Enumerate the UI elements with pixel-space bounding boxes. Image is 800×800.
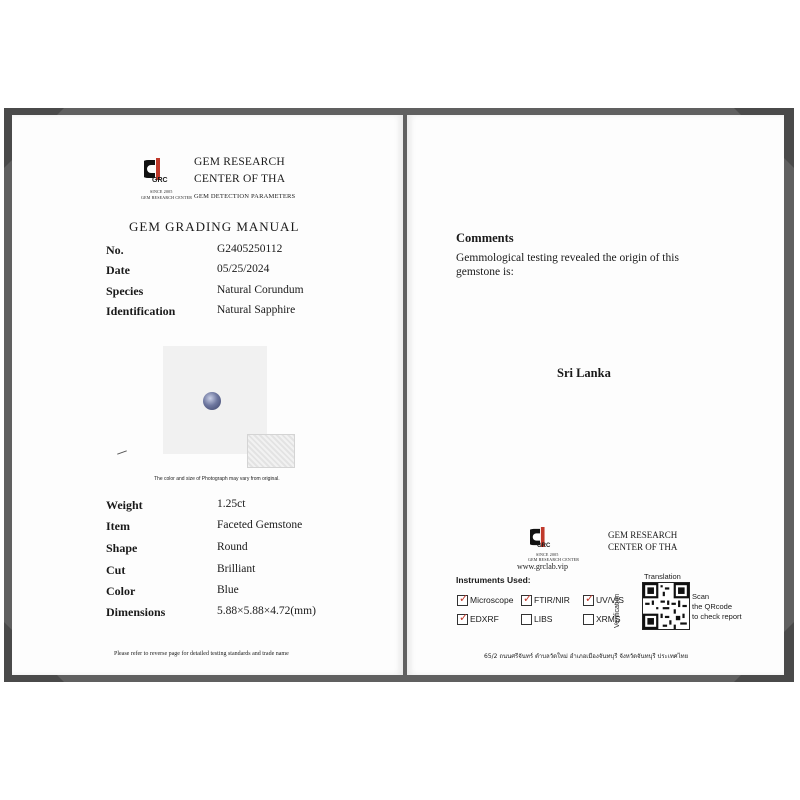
lab-name-line2: CENTER OF THA (608, 542, 678, 552)
origin-result: Sri Lanka (557, 366, 611, 380)
website-link[interactable]: www.grclab.vip (517, 562, 569, 571)
instrument-edxrf: EDXRF (470, 614, 499, 624)
field-value-shape: Round (217, 541, 248, 553)
field-value-no: G2405250112 (217, 243, 283, 255)
field-label-dimensions: Dimensions (106, 605, 166, 619)
right-certificate-page (407, 115, 784, 675)
photo-caption: The color and size of Photograph may vary from original. (154, 476, 280, 482)
field-value-species: Natural Corundum (217, 284, 304, 296)
field-label-cut: Cut (106, 563, 126, 577)
field-value-item: Faceted Gemstone (217, 519, 303, 531)
checkbox-uv-vis: ✓ (585, 592, 595, 605)
sapphire-stone (203, 392, 221, 410)
scan-instruction (692, 592, 742, 622)
checkbox-xrms (583, 614, 594, 625)
lab-name-line1: GEM RESEARCH (194, 156, 285, 168)
scan-line1: Scan (692, 592, 710, 601)
instrument-libs: LIBS (534, 614, 553, 624)
field-value-cut: Brilliant (217, 563, 256, 575)
manual-title: GEM GRADING MANUAL (129, 219, 300, 234)
lab-address: 65/2 ถนนศรีจันทร์ ตำบลวัดใหม่ อำเภอเมืองจันทบุรี จังหวัดจันทบุรี ประเทศไทย (484, 653, 689, 660)
field-label-date: Date (106, 263, 130, 277)
instrument-uv-vis: UV/VIS (596, 595, 624, 605)
checkbox-edxrf: ✓ (459, 611, 469, 624)
field-label-species: Species (106, 284, 144, 298)
instrument-microscope: Microscope (470, 595, 514, 605)
translation-label: Translation (644, 572, 681, 581)
checkbox-libs (521, 614, 532, 625)
logo-center-text: GEM RESEARCH CENTER (141, 195, 193, 200)
instrument-ftir-nir: FTIR/NIR (534, 595, 570, 605)
logo-letters: GRC (537, 543, 551, 549)
qr-code-icon[interactable] (642, 582, 690, 630)
reverse-page-footnote: Please refer to reverse page for detailed testing standards and trade name (114, 651, 289, 657)
scan-line2: the QRcode (692, 602, 733, 611)
field-label-no: No. (106, 243, 124, 257)
logo-center-text: GEM RESEARCH CENTER (528, 557, 580, 562)
logo-since: SINCE 2005 (150, 189, 173, 194)
field-label-color: Color (106, 584, 136, 598)
instruments-title: Instruments Used: (456, 575, 531, 585)
field-value-weight: 1.25ct (217, 498, 246, 510)
hologram-seal (247, 434, 295, 468)
field-value-date: 05/25/2024 (217, 263, 270, 275)
verification-label: Verification (614, 593, 621, 628)
logo-since: SINCE 2005 (536, 552, 559, 557)
field-value-color: Blue (217, 584, 239, 596)
lab-name-line2: CENTER OF THA (194, 173, 286, 185)
field-value-identification: Natural Sapphire (217, 304, 296, 316)
lab-name-line1: GEM RESEARCH (608, 530, 678, 540)
comments-title: Comments (456, 231, 514, 245)
detection-subtitle: GEM DETECTION PARAMETERS (194, 193, 296, 200)
field-label-identification: Identification (106, 304, 176, 318)
instrument-xrms: XRMS (596, 614, 621, 624)
logo-letters: GRC (152, 177, 168, 184)
comments-text-line2: gemstone is: (456, 266, 514, 278)
field-label-item: Item (106, 519, 130, 533)
checkbox-microscope: ✓ (459, 592, 469, 605)
field-label-shape: Shape (106, 541, 138, 555)
checkbox-ftir-nir: ✓ (523, 592, 533, 605)
comments-text-line1: Gemmological testing revealed the origin of this (456, 252, 679, 264)
field-value-dimensions: 5.88×5.88×4.72(mm) (217, 605, 316, 617)
field-label-weight: Weight (106, 498, 143, 512)
scan-line3: to check report (692, 612, 742, 621)
